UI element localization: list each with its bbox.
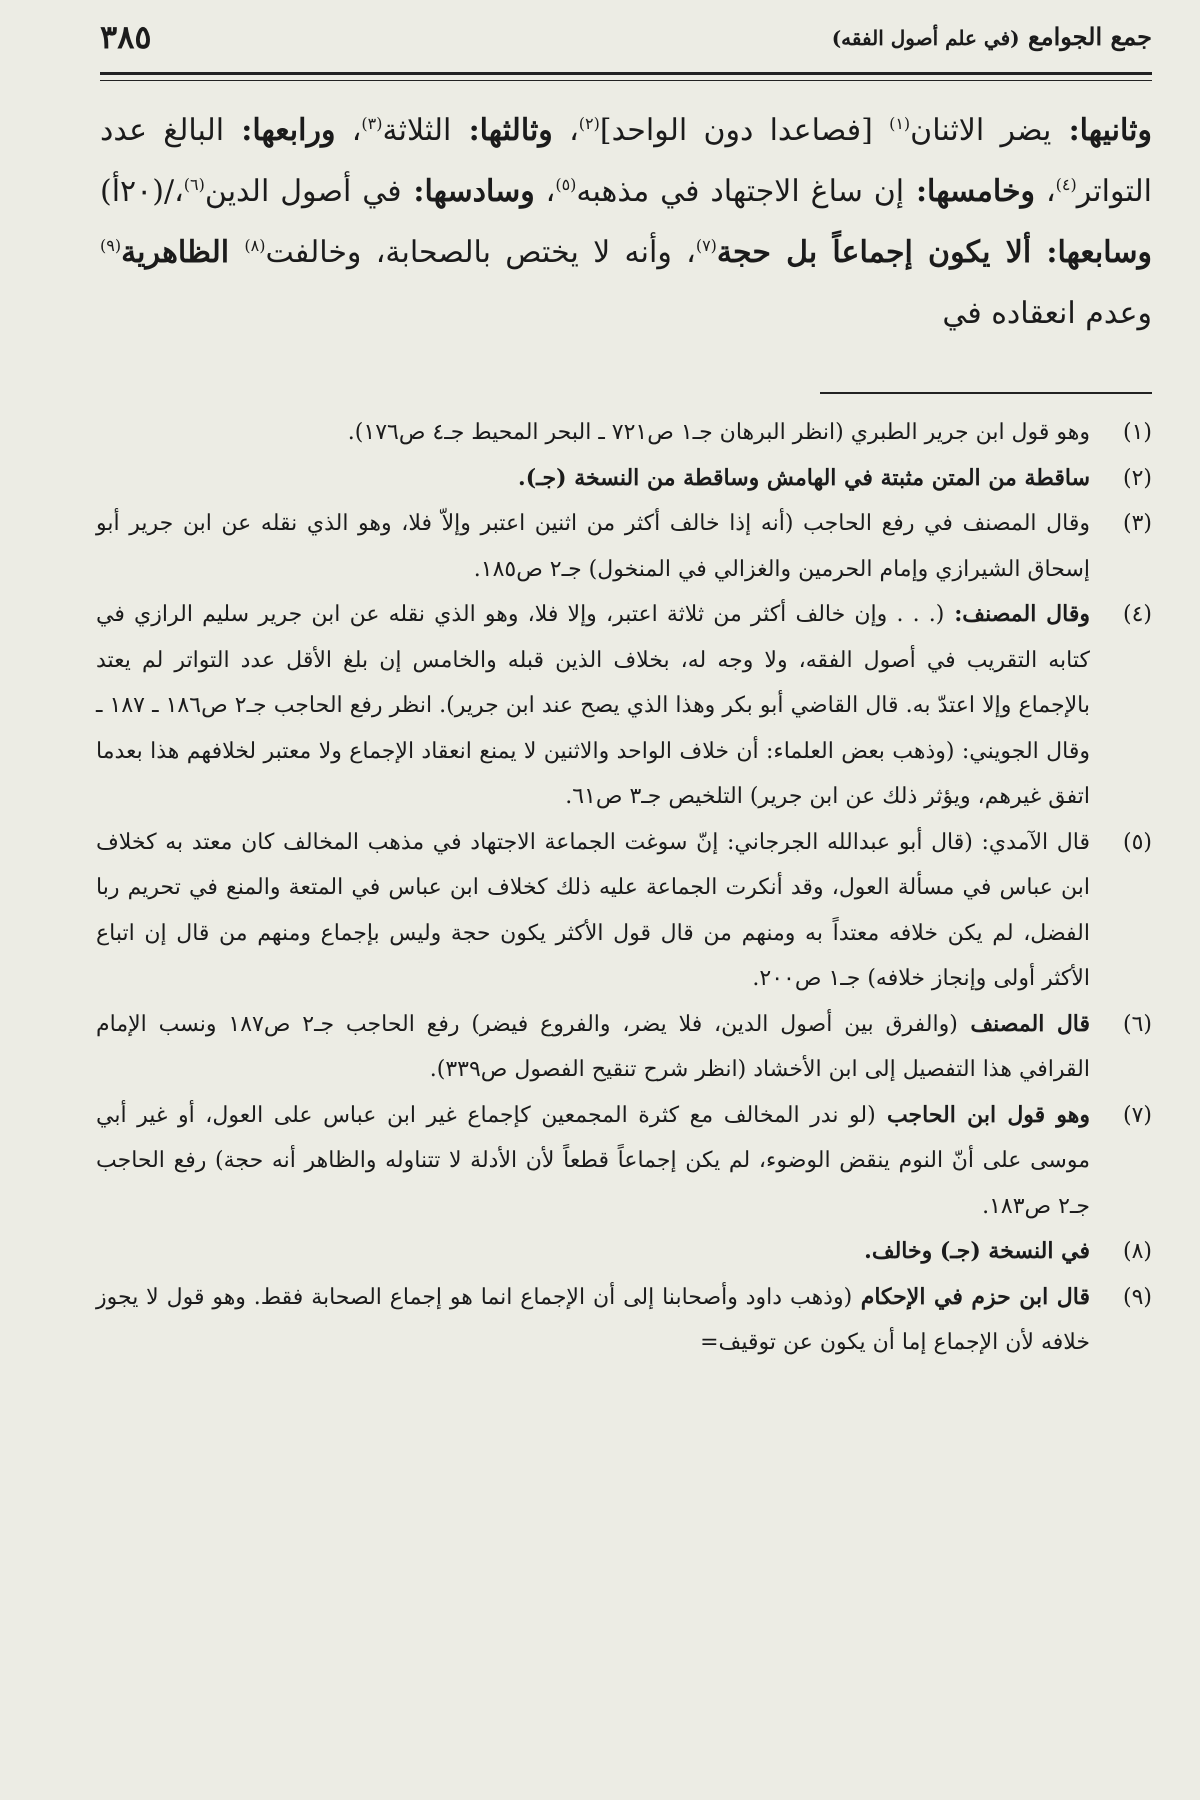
footnote-1 bbox=[96, 410, 1152, 456]
footnote-text: وقال المصنف: (. . . وإن خالف أكثر من ثلاثة اعتبر، وإلا فلا، وهو الذي نقله عن ابن جرير سليم الرازي في كتابه التقريب في أصول الفقه، ولا وجه له، بخلاف الذين قبله والخامس إن بلغ الأقل عدد التواتر لم يعتد بالإجماع وإلا اعتدّ به. قال القاضي أبو بكر وهذا الذي يصح عند ابن جرير). انظر رفع الحاجب جـ٢ ص١٨٦ ـ ١٨٧ ـ وقال الجويني: (وذهب بعض العلماء: أن خلاف الواحد والاثنين لا يمنع انعقاد الإجماع ولا معتبر لخلافهم هذا بعدما اتفق غيرهم، ويؤثر ذلك عن ابن جرير) التلخيص جـ٣ ص٦١. bbox=[96, 601, 1090, 809]
footnote-7 bbox=[96, 1093, 1152, 1230]
footnote-separator bbox=[820, 392, 1152, 394]
running-title-main: جمع الجوامع bbox=[1027, 22, 1152, 51]
footnote-text: قال الآمدي: (قال أبو عبدالله الجرجاني: إنّ سوغت الجماعة الاجتهاد في مذهب المخالف كان معتد به كخلاف ابن عباس في مسألة العول، وقد أنكرت الجماعة عليه ذلك كخلاف ابن عباس في المتعة والمنع في تحريم ربا الفضل، لم يكن خلافه معتداً به ومنهم من قال قول الأكثر يكون حجة وليس بإجماع ومنهم من قال إن اتباع الأكثر أولى وإنجاز خلافه) جـ١ ص٢٠٠. bbox=[96, 829, 1090, 991]
footnote-number: (٢) bbox=[1122, 465, 1152, 491]
footnote-number: (٩) bbox=[1122, 1284, 1152, 1310]
footnote-number: (١) bbox=[1122, 420, 1152, 445]
footnote-8 bbox=[96, 1229, 1152, 1275]
footnote-number: (٥) bbox=[1122, 829, 1152, 855]
running-title bbox=[832, 22, 1152, 51]
footnote-text: ساقطة من المتن مثبتة في الهامش وساقطة من النسخة (جـ). bbox=[518, 464, 1090, 491]
main-text: وثانيها: يضر الاثنان$^{(١)}$ [فصاعدا دون الواحد]$^{(٢)}$، وثالثها: الثلاثة$^{(٣)}$، ورابعها: البالغ عدد التواتر$^{(٤)}$، وخامسها: إن ساغ الاجتهاد في مذهبه$^{(٥)}$، وسادسها: في أصول الدين$^{(٦)}$،/(٢٠أ) وسابعها: ألا يكون إجماعاً بل حجة$^{(٧)}$، وأنه لا يختص بالصحابة، وخالفت$^{(٨)}$ الظاهرية$^{(٩)}$ وعدم انعقاده في bbox=[100, 113, 1153, 331]
footnote-text: وهو قول ابن جرير الطبري (انظر البرهان جـ١ ص٧٢١ ـ البحر المحيط جـ٤ ص١٧٦). bbox=[347, 420, 1090, 445]
footnote-5 bbox=[96, 820, 1152, 1002]
footnote-text: في النسخة (جـ) وخالف. bbox=[864, 1238, 1090, 1264]
header-rule-thick bbox=[100, 72, 1152, 75]
footnote-number: (٣) bbox=[1122, 511, 1152, 536]
running-title-sub: (في علم أصول الفقه) bbox=[831, 26, 1020, 50]
footnote-3 bbox=[96, 501, 1152, 592]
header-rule-thin bbox=[100, 80, 1152, 81]
footnote-text: قال المصنف (والفرق بين أصول الدين، فلا يضر، والفروع فيضر) رفع الحاجب جـ٢ ص١٨٧ ونسب الإمام القرافي هذا التفصيل إلى ابن الأخشاد (انظر شرح تنقيح الفصول ص٣٣٩). bbox=[96, 1010, 1091, 1082]
footnote-6 bbox=[96, 1002, 1152, 1093]
footnote-number: (٤) bbox=[1122, 602, 1152, 627]
page-number: ٣٨٥ bbox=[100, 18, 152, 56]
footnote-4 bbox=[96, 592, 1152, 820]
footnotes bbox=[96, 410, 1152, 1366]
page-header bbox=[100, 18, 1152, 62]
footnote-2 bbox=[96, 456, 1152, 502]
footnote-text: قال ابن حزم في الإحكام (وذهب داود وأصحابنا إلى أن الإجماع انما هو إجماع الصحابة فقط. وهو قول لا يجوز خلافه لأن الإجماع إما أن يكون عن توقيف= bbox=[96, 1283, 1090, 1355]
footnote-number: (٦) bbox=[1122, 1011, 1152, 1037]
footnote-number: (٨) bbox=[1122, 1239, 1152, 1264]
footnote-text: وهو قول ابن الحاجب (لو ندر المخالف مع كثرة المجمعين كإجماع غير ابن عباس على العول، أو غير أبي موسى على أنّ النوم ينقض الوضوء، لم يكن إجماعاً قطعاً لأن الأدلة لا تتناوله والظاهر أنه حجة) رفع الحاجب جـ٢ ص١٨٣. bbox=[96, 1101, 1091, 1219]
footnote-text: وقال المصنف في رفع الحاجب (أنه إذا خالف أكثر من اثنين اعتبر وإلاّ فلا، وهو الذي نقله عن ابن جرير أبو إسحاق الشيرازي وإمام الحرمين والغزالي في المنخول) جـ٢ ص١٨٥. bbox=[96, 511, 1090, 582]
footnote-9 bbox=[96, 1275, 1152, 1366]
footnote-number: (٧) bbox=[1122, 1102, 1152, 1128]
